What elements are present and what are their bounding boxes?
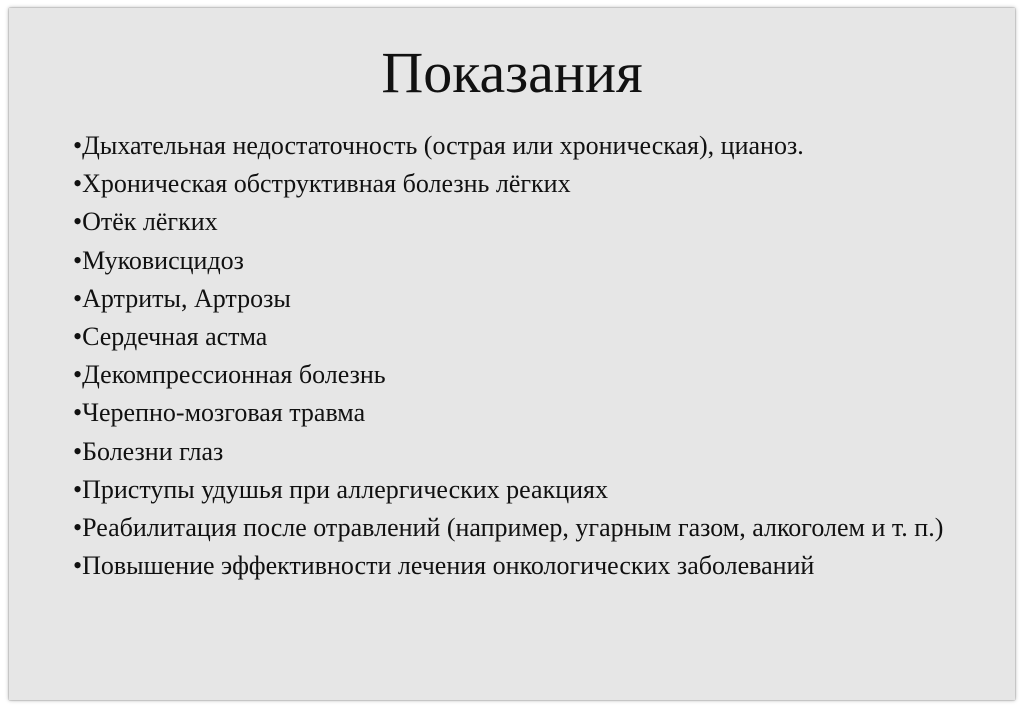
bullet-icon: •	[73, 169, 83, 199]
list-item-text: Повышение эффективности лечения онкологических заболеваний	[82, 551, 815, 581]
list-item-text: Приступы удушья при аллергических реакциях	[82, 474, 608, 504]
list-item	[73, 165, 1003, 203]
list-item	[73, 318, 1003, 356]
list-item	[73, 433, 1003, 471]
list-item-text: Болезни глаз	[82, 436, 224, 466]
list-item	[73, 203, 1003, 241]
bullet-icon: •	[73, 245, 83, 275]
list-item	[73, 509, 1003, 547]
list-item	[73, 242, 1003, 280]
list-item-text: Черепно-мозговая травма	[82, 398, 366, 428]
list-item	[73, 394, 1003, 432]
list-item-text: Муковисцидоз	[82, 245, 244, 275]
bullet-icon: •	[73, 551, 83, 581]
indications-list	[73, 127, 1003, 585]
list-item-text: Дыхательная недостаточность (острая или хроническая), цианоз.	[82, 131, 804, 160]
bullet-icon: •	[73, 474, 83, 504]
slide-title: Показания	[381, 40, 643, 105]
list-item-text: Реабилитация после отравлений (например, угарным газом, алкоголем и т. п.)	[82, 513, 944, 543]
bullet-icon: •	[73, 398, 83, 428]
list-item-text: Декомпрессионная болезнь	[82, 360, 386, 390]
bullet-icon: •	[73, 131, 83, 160]
bullet-icon: •	[73, 322, 83, 352]
list-item	[73, 471, 1003, 509]
bullet-icon: •	[73, 207, 83, 237]
list-item	[73, 127, 1003, 165]
list-item-text: Артриты, Артрозы	[82, 283, 291, 313]
list-item-text: Отёк лёгких	[82, 207, 218, 237]
list-item	[73, 356, 1003, 394]
bullet-icon: •	[73, 283, 83, 313]
bullet-icon: •	[73, 360, 83, 390]
bullet-icon: •	[73, 436, 83, 466]
list-item-text: Хроническая обструктивная болезнь лёгких	[82, 169, 571, 199]
list-item	[73, 280, 1003, 318]
list-item	[73, 547, 1003, 585]
slide	[9, 8, 1015, 700]
list-item-text: Сердечная астма	[82, 322, 268, 352]
bullet-icon: •	[73, 513, 83, 543]
